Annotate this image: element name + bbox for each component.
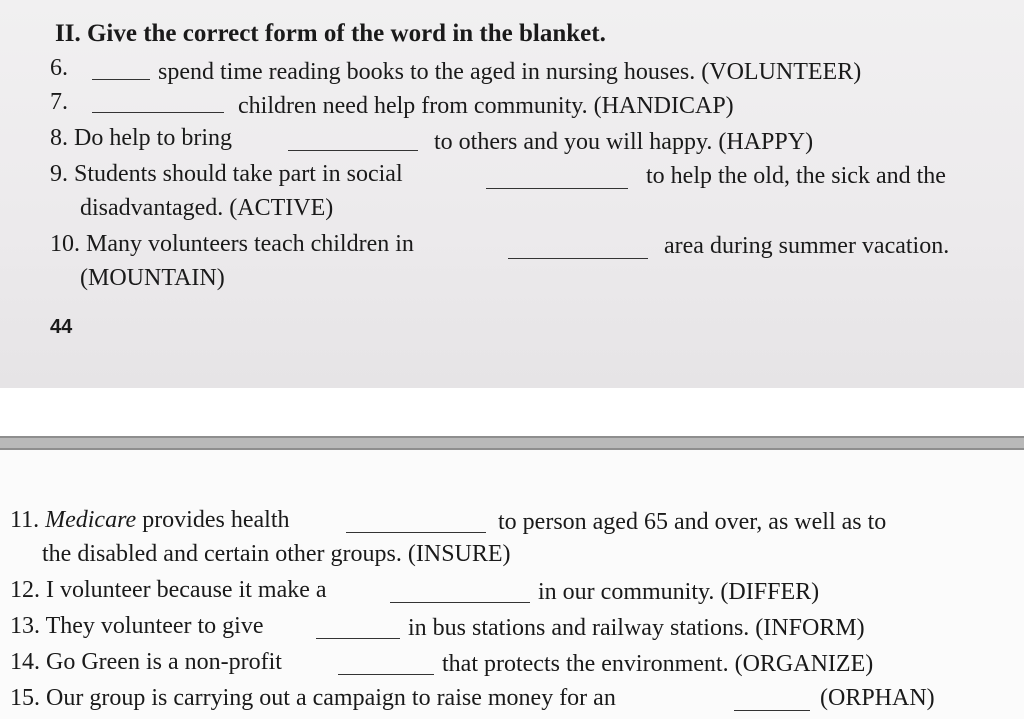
q12-blank: [390, 602, 530, 603]
q9-text-after: to help the old, the sick and the: [646, 163, 946, 189]
q11-number: 11.: [10, 507, 40, 533]
q14-text-after: that protects the environment. (ORGANIZE): [442, 651, 874, 677]
q10-text-after: area during summer vacation.: [664, 233, 950, 259]
q15-text-after: (ORPHAN): [820, 685, 935, 711]
q14-text-before: 14. Go Green is a non-profit: [10, 649, 282, 675]
exercise-heading: II. Give the correct form of the word in the blanket.: [55, 20, 606, 47]
page-gap: [0, 388, 1024, 436]
q10-text-before: 10. Many volunteers teach children in: [50, 231, 414, 257]
q8-blank: [288, 150, 418, 151]
page-number: 44: [50, 316, 73, 338]
q13-text-before: 13. They volunteer to give: [10, 613, 264, 639]
q7-number: 7.: [50, 89, 68, 115]
q9-blank: [486, 188, 628, 189]
q8-text-after: to others and you will happy. (HAPPY): [434, 129, 814, 155]
q13-text-after: in bus stations and railway stations. (INFORM): [408, 615, 865, 641]
q11-text-after: to person aged 65 and over, as well as to: [498, 509, 887, 535]
q11-medicare: Medicare: [45, 507, 137, 533]
q11-text-before: provides health: [142, 507, 290, 533]
q13-blank: [316, 638, 400, 639]
q11-blank: [346, 532, 486, 533]
q6-text: spend time reading books to the aged in nursing houses. (VOLUNTEER): [158, 59, 862, 85]
q7-text: children need help from community. (HANDICAP): [238, 93, 734, 119]
q10-blank: [508, 258, 648, 259]
q9-text-before: 9. Students should take part in social: [50, 161, 403, 187]
q12-text-before: 12. I volunteer because it make a: [10, 577, 327, 603]
q6-number: 6.: [50, 55, 68, 81]
q9-line2: disadvantaged. (ACTIVE): [80, 195, 334, 221]
page-divider: [0, 436, 1024, 450]
q14-blank: [338, 674, 434, 675]
q7-blank: [92, 112, 224, 113]
q10-line2: (MOUNTAIN): [80, 265, 225, 291]
q6-blank: [92, 79, 150, 80]
q8-text-before: 8. Do help to bring: [50, 125, 232, 151]
q11-line2: the disabled and certain other groups. (INSURE): [42, 541, 511, 567]
q15-text-before: 15. Our group is carrying out a campaign to raise money for an: [10, 685, 616, 711]
q15-blank: [734, 710, 810, 711]
q12-text-after: in our community. (DIFFER): [538, 579, 820, 605]
q11-line1: [10, 506, 289, 534]
